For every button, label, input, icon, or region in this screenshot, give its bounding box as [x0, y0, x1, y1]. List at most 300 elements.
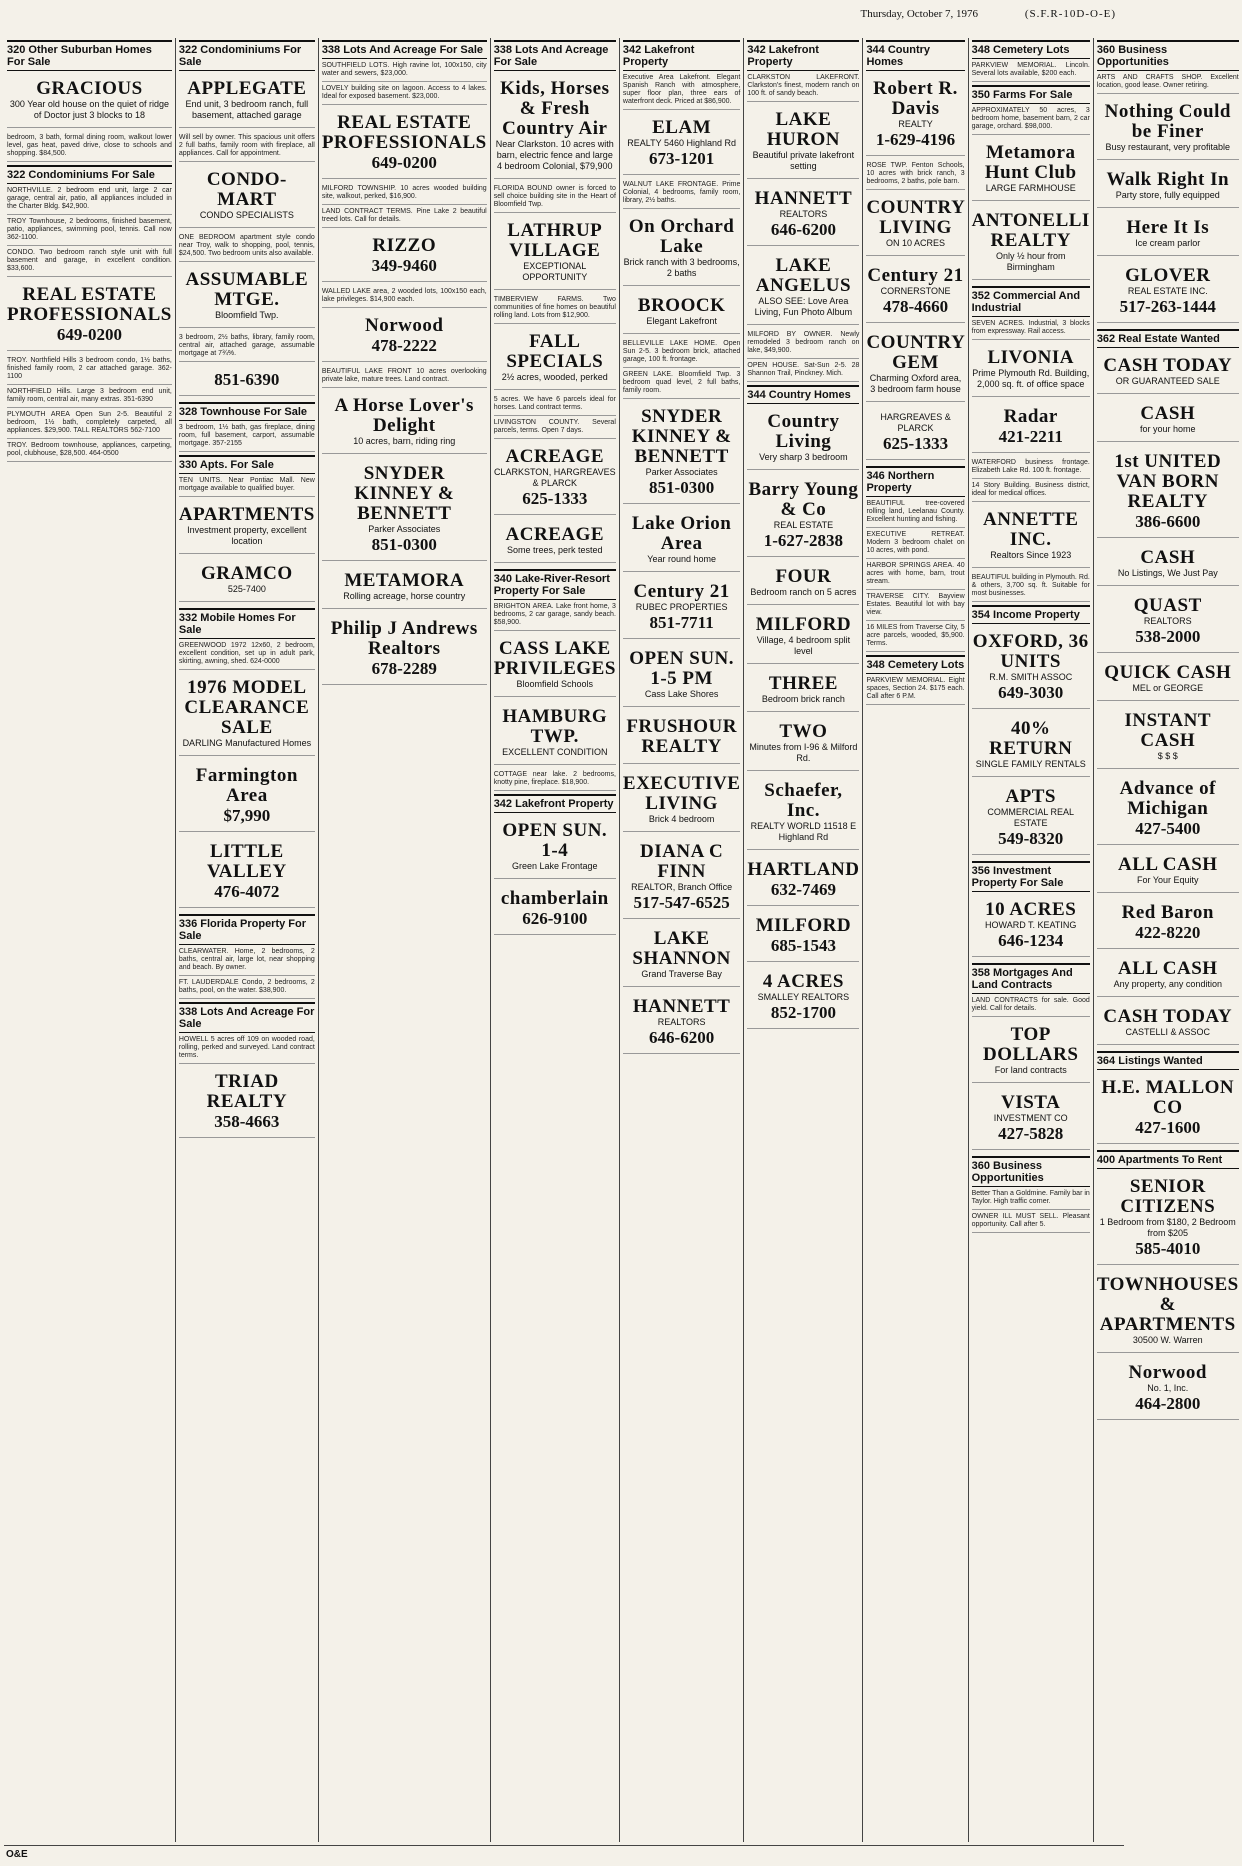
display-ad-sub: REAL ESTATE INC. [1127, 286, 1208, 296]
section-heading: 348 Cemetery Lots [972, 40, 1090, 59]
display-ad-phone: 476-4072 [214, 882, 280, 901]
display-ad [322, 109, 487, 179]
display-ad-name: OPEN SUN. 1-4 [502, 820, 608, 861]
display-ad [972, 1089, 1090, 1150]
display-ad-sub: Busy restaurant, very profitable [1105, 142, 1231, 152]
display-ad-phone: 386-6600 [1135, 512, 1201, 531]
display-ad-name: FRUSHOUR REALTY [626, 716, 737, 757]
display-ad-name: LAKE SHANNON [632, 928, 731, 969]
display-ad-sub: REALTOR, Branch Office [631, 882, 733, 892]
display-ad-phone: 673-1201 [649, 149, 715, 168]
display-ad [179, 75, 315, 128]
classified-ad: BELLEVILLE LAKE HOME. Open Sun 2-5. 3 bedroom brick, attached garage, 100 ft. frontage. [623, 340, 740, 368]
classified-ad: WALLED LAKE area, 2 wooded lots, 100x150 each, lake privileges. $14,900 each. [322, 288, 487, 308]
display-ad [1097, 775, 1239, 845]
classified-ad: LAND CONTRACTS for sale. Good yield. Call for details. [972, 997, 1090, 1017]
display-ad [623, 770, 740, 832]
column-6 [743, 38, 862, 1842]
section-heading: 358 Mortgages And Land Contracts [972, 963, 1090, 994]
display-ad-name: LAKE ANGELUS [755, 255, 852, 296]
display-ad-name: Country Living [767, 411, 840, 452]
display-ad [322, 312, 487, 362]
display-ad-sub: CORNERSTONE [880, 286, 951, 296]
display-ad-phone: 1-629-4196 [875, 130, 956, 149]
display-ad-name: HANNETT [632, 996, 731, 1017]
display-ad-phone: 517-547-6525 [633, 893, 730, 912]
display-ad-sub: 10 acres, barn, riding ring [353, 436, 456, 446]
display-ad-name: EXECUTIVE LIVING [622, 773, 741, 814]
display-ad-sub: Party store, fully equipped [1115, 190, 1220, 200]
display-ad-name: 4 ACRES [762, 971, 844, 992]
display-ad [972, 896, 1090, 957]
display-ad-name: APARTMENTS [178, 504, 315, 525]
section-heading: 350 Farms For Sale [972, 85, 1090, 104]
display-ad [1097, 899, 1239, 949]
display-ad [747, 670, 859, 712]
display-ad [179, 762, 315, 832]
display-ad-name: ANNETTE INC. [983, 509, 1079, 550]
classified-ad: OWNER ILL MUST SELL. Pleasant opportunity. Call after 5. [972, 1213, 1090, 1233]
classified-ad: TRAVERSE CITY. Bayview Estates. Beautiful lot with bay view. [866, 593, 964, 621]
display-ad-sub: Prime Plymouth Rd. Building, 2,000 sq. ft. of office space [972, 368, 1090, 389]
display-ad-name: 40% RETURN [989, 718, 1073, 759]
display-ad-name: ACREAGE [505, 524, 605, 545]
display-ad-sub: Some trees, perk tested [507, 545, 603, 555]
display-ad-name: ACREAGE [505, 446, 605, 467]
display-ad [623, 925, 740, 987]
display-ad-name: Century 21 [633, 581, 730, 602]
display-ad [623, 403, 740, 504]
column-4 [490, 38, 619, 1842]
display-ad-name: REAL ESTATE PROFESSIONALS [7, 284, 172, 325]
classified-ad: LOVELY building site on lagoon. Access to 4 lakes. Ideal for exposed basement. $23,000. [322, 85, 487, 105]
classified-ad: LAND CONTRACT TERMS. Pine Lake 2 beautiful treed lots. Call for details. [322, 208, 487, 228]
display-ad [1097, 592, 1239, 653]
section-heading: 400 Apartments To Rent [1097, 1150, 1239, 1169]
display-ad-name: FALL SPECIALS [506, 331, 604, 372]
display-ad [972, 715, 1090, 777]
display-ad-name: CASH TODAY [1103, 355, 1233, 376]
display-ad-sub: ALSO SEE: Love Area Living, Fun Photo Album [754, 296, 853, 317]
classified-ad: APPROXIMATELY 50 acres, 3 bedroom home, basement barn, 2 car garage, orchard. $98,000. [972, 107, 1090, 135]
display-ad [494, 817, 616, 879]
display-ad-phone: 649-0200 [371, 153, 437, 172]
display-ad [1097, 851, 1239, 893]
display-ad-sub: Ice cream parlor [1135, 238, 1201, 248]
display-ad-name: HARTLAND [747, 859, 860, 880]
section-heading: 322 Condominiums For Sale [179, 40, 315, 71]
display-ad [972, 139, 1090, 201]
section-heading: 348 Cemetery Lots [866, 655, 964, 674]
classified-ad: 3 bedroom, 2½ baths, library, family room, central air, attached garage, assumable mortgage at 7¾%. [179, 334, 315, 362]
column-8 [968, 38, 1093, 1842]
display-ad-phone: 422-8220 [1135, 923, 1201, 942]
display-ad-phone: 538-2000 [1135, 627, 1201, 646]
display-ad [747, 718, 859, 771]
display-ad [866, 329, 964, 402]
display-ad-name: ALL CASH [1117, 854, 1218, 875]
display-ad-name: On Orchard Lake [628, 216, 735, 257]
display-ad-name: Advance of Michigan [1119, 778, 1216, 819]
section-heading: 338 Lots And Acreage For Sale [494, 40, 616, 71]
classified-ad: CLARKSTON LAKEFRONT. Clarkston's finest, modern ranch on 100 ft. of sandy beach. [747, 74, 859, 102]
column-2 [175, 38, 318, 1842]
classified-ad: TIMBERVIEW FARMS. Two communities of fine homes on beautiful rolling land. Lots from $12,900. [494, 296, 616, 324]
display-ad [1097, 1271, 1239, 1353]
display-ad [866, 408, 964, 460]
section-heading: 338 Lots And Acreage For Sale [179, 1002, 315, 1033]
display-ad-sub: CLARKSTON, HARGREAVES & PLARCK [493, 467, 616, 488]
display-ad-phone: $7,990 [223, 806, 271, 825]
masthead [0, 6, 1128, 24]
display-ad-sub: Near Clarkston. 10 acres with barn, electric fence and large 4 bedroom Colonial, $79,900 [495, 139, 614, 171]
display-ad-name: GRAMCO [201, 563, 293, 584]
section-heading: 344 Country Homes [866, 40, 964, 71]
display-ad-phone: 851-7711 [649, 613, 714, 632]
display-ad-sub: EXCEPTIONAL OPPORTUNITY [522, 261, 588, 282]
display-ad [972, 783, 1090, 855]
display-ad-sub: 30500 W. Warren [1132, 1335, 1203, 1345]
display-ad [747, 252, 859, 325]
display-ad [623, 292, 740, 334]
display-ad-sub: $ $ $ [1157, 751, 1178, 761]
display-ad-sub: Investment property, excellent location [187, 525, 307, 546]
classified-ad: PARKVIEW MEMORIAL. Lincoln. Several lots available, $200 each. [972, 62, 1090, 82]
display-ad-name: APTS [1005, 786, 1056, 807]
classified-ad: TEN UNITS. Near Pontiac Mall. New mortgage available to qualified buyer. [179, 477, 315, 497]
bottom-rule [4, 1845, 1124, 1846]
classified-ad: TROY. Northfield Hills 3 bedroom condo, 1½ baths, finished family room, 2 car attached garage. 362-1100 [7, 357, 172, 385]
display-ad-sub: HARGREAVES & PLARCK [880, 412, 951, 433]
display-ad-name: Philip J Andrews Realtors [330, 618, 478, 659]
display-ad-phone: 646-1234 [998, 931, 1064, 950]
display-ad-name: MILFORD [755, 614, 852, 635]
display-ad-name: H.E. MALLON CO [1101, 1077, 1235, 1118]
classified-ad: GREENWOOD 1972 12x60, 2 bedroom, excellent condition, set up in adult park, skirting, awning, shed. 624-0000 [179, 642, 315, 670]
display-ad [494, 75, 616, 179]
display-ad-phone: 517-263-1444 [1119, 297, 1216, 316]
display-ad-phone: 358-4663 [214, 1112, 280, 1131]
classified-ad: ROSE TWP. Fenton Schools, 10 acres with brick ranch, 3 bedrooms, 2 baths, pole barn. [866, 162, 964, 190]
display-ad [7, 281, 172, 351]
classified-ad: GREEN LAKE. Bloomfield Twp. 3 bedroom quad level, 2 full baths, family room. [623, 371, 740, 399]
display-ad-name: Walk Right In [1106, 169, 1230, 190]
display-ad [322, 460, 487, 561]
display-ad-sub: REALTY [898, 119, 933, 129]
section-heading: 344 Country Homes [747, 385, 859, 404]
classified-ad: PARKVIEW MEMORIAL. Eight spaces, Section 24. $175 each. Call after 6 P.M. [866, 677, 964, 705]
display-ad-sub: Minutes from I-96 & Milford Rd. [749, 742, 858, 763]
display-ad-name: CASH TODAY [1103, 1006, 1233, 1027]
column-9 [1093, 38, 1242, 1842]
section-heading: 364 Listings Wanted [1097, 1051, 1239, 1070]
display-ad [322, 392, 487, 454]
classified-ad: NORTHFIELD Hills. Large 3 bedroom end unit, family room, central air, many extras. 351-6390 [7, 388, 172, 408]
display-ad-sub: Bloomfield Schools [516, 679, 594, 689]
display-ad [972, 207, 1090, 280]
display-ad [179, 501, 315, 554]
display-ad-phone: 632-7469 [770, 880, 836, 899]
display-ad-sub: Very sharp 3 bedroom [759, 452, 848, 462]
display-ad-name: LIVONIA [987, 347, 1074, 368]
display-ad-sub: MEL or GEORGE [1132, 683, 1204, 693]
classified-ad: EXECUTIVE RETREAT. Modern 3 bedroom chalet on 10 acres, with pond. [866, 531, 964, 559]
display-ad [179, 266, 315, 328]
display-ad-name: TOWNHOUSES & APARTMENTS [1096, 1274, 1239, 1335]
classified-ad: Will sell by owner. This spacious unit offers 2 full baths, family room with fireplace, all appliances. Call for appointment. [179, 134, 315, 162]
classified-ad: BRIGHTON AREA. Lake front home, 3 bedrooms, 2 car garage, sandy beach. $58,900. [494, 603, 616, 631]
display-ad-phone: 478-2222 [371, 336, 437, 355]
display-ad-phone: 678-2289 [371, 659, 437, 678]
display-ad-phone: 349-9460 [371, 256, 437, 275]
display-ad-name: chamberlain [500, 888, 609, 909]
display-ad-phone: 649-0200 [56, 325, 123, 344]
display-ad-name: CASH [1140, 547, 1196, 568]
display-ad-sub: Cass Lake Shores [644, 689, 719, 699]
display-ad-sub: Only ½ hour from Birmingham [995, 251, 1066, 272]
display-ad-name: HAMBURG TWP. [502, 706, 608, 747]
display-ad-name: INSTANT CASH [1124, 710, 1212, 751]
display-ad-phone: 625-1333 [882, 434, 949, 453]
display-ad [747, 563, 859, 605]
display-ad-sub: Bedroom ranch on 5 acres [750, 587, 857, 597]
display-ad-name: FOUR [775, 566, 832, 587]
section-heading: 332 Mobile Homes For Sale [179, 608, 315, 639]
section-heading: 342 Lakefront Property [623, 40, 740, 71]
display-ad-name: Farmington Area [195, 765, 298, 806]
classified-ad: WALNUT LAKE FRONTAGE. Prime Colonial, 4 bedrooms, family room, library, 2½ baths. [623, 181, 740, 209]
section-heading: 362 Real Estate Wanted [1097, 329, 1239, 348]
display-ad [623, 993, 740, 1054]
display-ad [322, 232, 487, 282]
display-ad-name: LAKE HURON [766, 109, 841, 150]
classified-ad: 14 Story Building. Business district, ideal for medical offices. [972, 482, 1090, 502]
display-ad-phone: 852-1700 [770, 1003, 836, 1022]
display-ad-phone: 851-0300 [371, 535, 437, 554]
display-ad-sub: Green Lake Frontage [512, 861, 598, 871]
display-ad-sub: for your home [1140, 424, 1196, 434]
display-ad-phone: 427-5400 [1135, 819, 1201, 838]
display-ad-sub: No. 1, Inc. [1147, 1383, 1189, 1393]
display-ad-sub: Any property, any condition [1113, 979, 1222, 989]
section-heading: 342 Lakefront Property [747, 40, 859, 71]
display-ad [747, 856, 859, 906]
display-ad [179, 166, 315, 228]
classified-ad: HARBOR SPRINGS AREA. 40 acres with home, barn, trout stream. [866, 562, 964, 590]
display-ad-sub: RUBEC PROPERTIES [635, 602, 728, 612]
classified-ad: SEVEN ACRES. Industrial, 3 blocks from expressway. Rail access. [972, 320, 1090, 340]
display-ad-sub: Charming Oxford area, 3 bedroom farm house [869, 373, 962, 394]
display-ad-sub: LARGE FARMHOUSE [985, 183, 1076, 193]
section-heading: 354 Income Property [972, 605, 1090, 624]
edition-footer: O&E [6, 1849, 28, 1860]
display-ad [972, 1021, 1090, 1083]
display-ad [494, 217, 616, 290]
display-ad-phone: 646-6200 [770, 220, 836, 239]
display-ad [1097, 262, 1239, 323]
display-ad-sub: Year round home [647, 554, 716, 564]
display-ad [747, 968, 859, 1029]
display-ad-sub: End unit, 3 bedroom ranch, full basement, attached garage [185, 99, 309, 120]
classified-ad: NORTHVILLE. 2 bedroom end unit, large 2 car garage, central air, patio, all appliances included in the Charter Bldg. $42,900. [7, 187, 172, 215]
display-ad-sub: REAL ESTATE [773, 520, 834, 530]
section-heading: 336 Florida Property For Sale [179, 914, 315, 945]
display-ad-name: COUNTRY GEM [866, 332, 966, 373]
display-ad-phone: 427-1600 [1135, 1118, 1201, 1137]
display-ad-name: OXFORD, 36 UNITS [972, 631, 1089, 672]
display-ad [1097, 1003, 1239, 1045]
display-ad-name: CASH [1140, 403, 1196, 424]
display-ad [1097, 214, 1239, 256]
section-heading: 360 Business Opportunities [1097, 40, 1239, 71]
display-ad [322, 567, 487, 609]
classified-ad: MILFORD TOWNSHIP. 10 acres wooded building site, walkout, perked, $16,900. [322, 185, 487, 205]
display-ad [747, 185, 859, 246]
display-ad [747, 408, 859, 470]
display-ad-sub: SMALLEY REALTORS [757, 992, 850, 1002]
display-ad [494, 521, 616, 563]
display-ad-sub: REALTY 5460 Highland Rd [627, 138, 736, 148]
classified-ad: BEAUTIFUL tree-covered rolling land, Leelanau County. Excellent hunting and fishing. [866, 500, 964, 528]
classified-ad: PLYMOUTH AREA Open Sun 2-5. Beautiful 2 bedroom, 1½ bath, completely carpeted, all appliances. $29,900. TALL REALTORS 562-7100 [7, 411, 172, 439]
display-ad [1097, 352, 1239, 394]
classified-ad: WATERFORD business frontage. Elizabeth Lake Rd. 100 ft. frontage. [972, 459, 1090, 479]
display-ad-name: GRACIOUS [36, 78, 143, 99]
display-ad-sub: R.M. SMITH ASSOC [989, 672, 1073, 682]
display-ad-name: Red Baron [1121, 902, 1214, 923]
classified-ad: BEAUTIFUL building in Plymouth. Rd. & others, 3,700 sq. ft. Suitable for most businesses. [972, 574, 1090, 602]
classified-ad: Better Than a Goldmine. Family bar in Taylor. High traffic corner. [972, 1190, 1090, 1210]
section-heading: 320 Other Suburban Homes For Sale [7, 40, 172, 71]
display-ad-sub: Realtors Since 1923 [990, 550, 1072, 560]
display-ad-name: VISTA [1001, 1092, 1061, 1113]
display-ad [747, 777, 859, 850]
display-ad-name: Norwood [365, 315, 444, 336]
display-ad-name: BROOCK [637, 295, 726, 316]
display-ad-phone: 427-5828 [998, 1124, 1064, 1143]
display-ad [972, 344, 1090, 397]
display-ad-phone: 646-6200 [649, 1028, 715, 1047]
display-ad [1097, 955, 1239, 997]
display-ad-name: APPLEGATE [187, 78, 307, 99]
display-ad-name: CASS LAKE PRIVILEGES [493, 638, 616, 679]
classified-ad: OPEN HOUSE. Sat-Sun 2-5. 28 Shannon Trail, Pinckney. Mich. [747, 362, 859, 382]
display-ad-phone: 478-4660 [882, 297, 949, 316]
display-ad [623, 838, 740, 919]
display-ad-sub: CONDO SPECIALISTS [199, 210, 294, 220]
display-ad-sub: CASTELLI & ASSOC [1125, 1027, 1211, 1037]
display-ad [866, 75, 964, 156]
display-ad-sub: Brick ranch with 3 bedrooms, 2 baths [623, 257, 740, 278]
display-ad [747, 106, 859, 179]
display-ad [623, 510, 740, 572]
display-ad-name: Lake Orion Area [631, 513, 732, 554]
display-ad-sub: Village, 4 bedroom split level [756, 635, 851, 656]
classified-columns [4, 38, 1239, 1842]
display-ad-sub: Parker Associates [645, 467, 718, 477]
column-7 [862, 38, 967, 1842]
section-heading: 356 Investment Property For Sale [972, 861, 1090, 892]
section-heading: 340 Lake-River-Resort Property For Sale [494, 569, 616, 600]
display-ad [1097, 166, 1239, 208]
display-ad-name: ELAM [652, 117, 712, 138]
display-ad-phone: 626-9100 [522, 909, 588, 928]
display-ad-sub: 300 Year old house on the quiet of ridge of Doctor just 3 blocks to 18 [9, 99, 169, 120]
display-ad [494, 635, 616, 697]
display-ad-sub: Parker Associates [368, 524, 441, 534]
display-ad-sub: OR GUARANTEED SALE [1115, 376, 1220, 386]
display-ad-sub: EXCELLENT CONDITION [502, 747, 608, 757]
section-heading: 352 Commercial And Industrial [972, 286, 1090, 317]
display-ad [1097, 1074, 1239, 1144]
display-ad-name: DIANA C FINN [640, 841, 724, 882]
display-ad-sub: REALTORS [1143, 616, 1192, 626]
display-ad [972, 403, 1090, 453]
section-heading: 322 Condominiums For Sale [7, 165, 172, 184]
section-heading: 346 Northern Property [866, 466, 964, 497]
display-ad-name: OPEN SUN. 1-5 PM [629, 648, 735, 689]
display-ad-sub: No Listings, We Just Pay [1117, 568, 1218, 578]
display-ad [747, 611, 859, 664]
display-ad-sub: Beautiful private lakefront setting [752, 150, 855, 171]
display-ad-name: ALL CASH [1117, 958, 1218, 979]
display-ad [623, 645, 740, 707]
display-ad-sub: Elegant Lakefront [646, 316, 717, 326]
section-heading: 338 Lots And Acreage For Sale [322, 40, 487, 59]
section-heading: 360 Business Opportunities [972, 1156, 1090, 1187]
display-ad-name: QUAST [1133, 595, 1202, 616]
column-1 [4, 38, 175, 1842]
display-ad-sub: Bloomfield Twp. [215, 310, 279, 320]
display-ad-name: CONDO-MART [206, 169, 287, 210]
display-ad-name: TOP DOLLARS [983, 1024, 1079, 1065]
classified-ad: Executive Area Lakefront. Elegant Spanish Ranch with atmosphere, super floor plan, three ears of waterfront deck. Priced at $86,900. [623, 74, 740, 110]
display-ad-phone: 585-4010 [1135, 1239, 1201, 1258]
display-ad [179, 1068, 315, 1138]
display-ad-name: Nothing Could be Finer [1104, 101, 1231, 142]
display-ad [747, 476, 859, 557]
display-ad-name: 1976 MODEL CLEARANCE SALE [184, 677, 310, 738]
classified-ad: FLORIDA BOUND owner is forced to sell choice building site in the Heart of Bloomfield Twp. [494, 185, 616, 213]
display-ad-name: QUICK CASH [1104, 662, 1232, 683]
display-ad [972, 506, 1090, 568]
column-3 [318, 38, 490, 1842]
classified-ad: MILFORD BY OWNER. Newly remodeled 3 bedroom ranch on lake, $49,900. [747, 331, 859, 359]
display-ad [1097, 707, 1239, 769]
display-ad-phone: 851-6390 [214, 370, 280, 389]
display-ad-sub: REALTORS [657, 1017, 706, 1027]
display-ad-name: 1st UNITED VAN BORN REALTY [1114, 451, 1222, 512]
display-ad-name: Barry Young & Co [748, 479, 859, 520]
classified-ad: LIVINGSTON COUNTY. Several parcels, terms. Open 7 days. [494, 419, 616, 439]
display-ad-sub: REALTY WORLD 11518 E Highland Rd [750, 821, 857, 842]
display-ad-phone: 851-0300 [649, 478, 715, 497]
display-ad [179, 674, 315, 756]
section-heading: 330 Apts. For Sale [179, 455, 315, 474]
display-ad [623, 213, 740, 286]
display-ad-name: Kids, Horses & Fresh Country Air [500, 78, 610, 139]
classified-ad: bedroom, 3 bath, formal dining room, walkout lower level, gas heat, paved drive, close to schools and shopping. $84,500. [7, 134, 172, 162]
display-ad-sub: For Your Equity [1137, 875, 1199, 885]
display-ad [1097, 659, 1239, 701]
classified-ad: ARTS AND CRAFTS SHOP. Excellent location, good lease. Owner retiring. [1097, 74, 1239, 94]
display-ad-sub: For land contracts [994, 1065, 1067, 1075]
display-ad-phone: 685-1543 [770, 936, 836, 955]
display-ad [7, 75, 172, 128]
display-ad [179, 560, 315, 602]
display-ad-sub: COMMERCIAL REAL ESTATE [987, 807, 1075, 828]
display-ad-name: SNYDER KINNEY & BENNETT [631, 406, 732, 467]
